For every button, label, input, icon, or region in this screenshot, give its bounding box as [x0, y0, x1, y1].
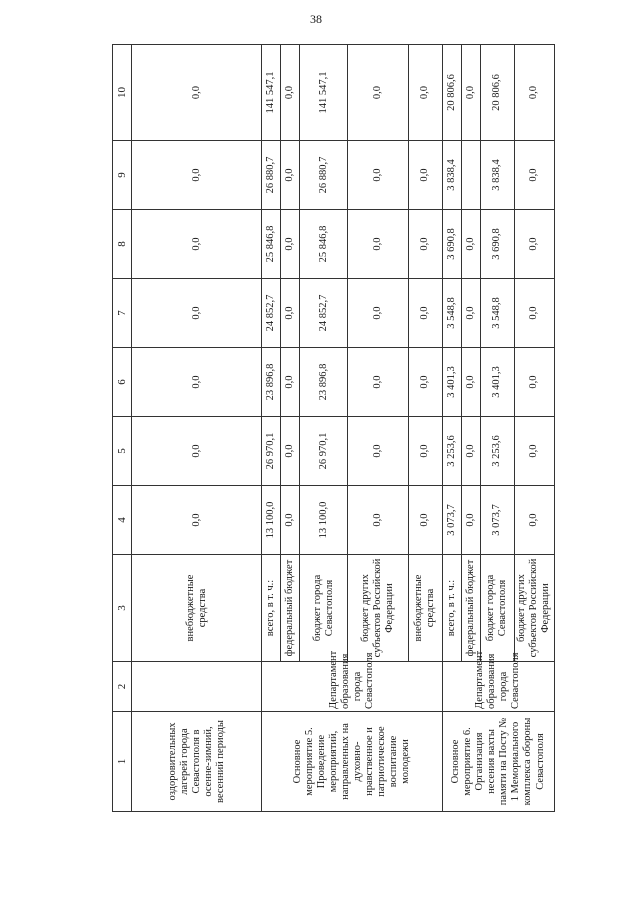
value-cell: 0,0 — [514, 348, 554, 417]
value-cell: 0,0 — [348, 45, 408, 141]
budget-table — [112, 44, 555, 812]
header-cell: 10 — [113, 45, 132, 141]
funding-source: федеральный бюджет — [461, 555, 480, 662]
value-cell: 0,0 — [461, 417, 480, 486]
executor: Департамент образования города Севастополя — [262, 662, 442, 712]
value-cell: 24 852,7 — [262, 279, 281, 348]
value-cell: 23 896,8 — [300, 348, 348, 417]
value-cell: 0,0 — [348, 141, 408, 210]
value-cell: 0,0 — [281, 417, 300, 486]
value-cell: 26 970,1 — [300, 417, 348, 486]
value-cell: 3 838,4 — [480, 141, 514, 210]
executor — [132, 662, 262, 712]
value-cell: 0,0 — [281, 210, 300, 279]
value-cell: 0,0 — [461, 486, 480, 555]
value-cell: 0,0 — [514, 417, 554, 486]
header-cell: 4 — [113, 486, 132, 555]
value-cell: 3 548,8 — [442, 279, 461, 348]
measure-name: Основное мероприятие 6. Организация несения вахты памяти на Посту № 1 Мемориального комплекса обороны Севастополя — [442, 712, 554, 812]
funding-source: бюджет других субъектов Российской Федерации — [348, 555, 408, 662]
value-cell: 3 073,7 — [480, 486, 514, 555]
value-cell: 0,0 — [348, 417, 408, 486]
value-cell: 0,0 — [348, 279, 408, 348]
table-row — [132, 45, 262, 812]
funding-source: бюджет города Севастополя — [480, 555, 514, 662]
value-cell: 0,0 — [461, 279, 480, 348]
value-cell: 141 547,1 — [262, 45, 281, 141]
header-cell: 5 — [113, 417, 132, 486]
value-cell: 3 690,8 — [480, 210, 514, 279]
value-cell: 3 253,6 — [442, 417, 461, 486]
value-cell: 23 896,8 — [262, 348, 281, 417]
value-cell: 3 690,8 — [442, 210, 461, 279]
measure-name: Основное мероприятие 5. Проведение мероприятий, направленных на духовно-нравственное и патриотическое воспитание молодежи — [262, 712, 442, 812]
value-cell: 26 970,1 — [262, 417, 281, 486]
value-cell: 26 880,7 — [300, 141, 348, 210]
value-cell: 0,0 — [132, 45, 262, 141]
value-cell: 0,0 — [281, 141, 300, 210]
rotated-table-container — [112, 45, 555, 812]
value-cell: 0,0 — [132, 348, 262, 417]
header-cell: 1 — [113, 712, 132, 812]
funding-source: всего, в т. ч.: — [442, 555, 461, 662]
value-cell: 0,0 — [132, 279, 262, 348]
header-cell: 6 — [113, 348, 132, 417]
value-cell: 0,0 — [514, 210, 554, 279]
value-cell: 3 548,8 — [480, 279, 514, 348]
value-cell: 24 852,7 — [300, 279, 348, 348]
value-cell: 0,0 — [132, 210, 262, 279]
value-cell: 0,0 — [408, 486, 442, 555]
value-cell: 20 806,6 — [442, 45, 461, 141]
value-cell: 3 073,7 — [442, 486, 461, 555]
funding-source: федеральный бюджет — [281, 555, 300, 662]
value-cell: 0,0 — [132, 486, 262, 555]
funding-source: всего, в т. ч.: — [262, 555, 281, 662]
value-cell: 0,0 — [348, 486, 408, 555]
value-cell: 3 401,3 — [480, 348, 514, 417]
value-cell: 25 846,8 — [300, 210, 348, 279]
value-cell: 13 100,0 — [300, 486, 348, 555]
header-cell: 3 — [113, 555, 132, 662]
value-cell: 0,0 — [408, 417, 442, 486]
value-cell: 0,0 — [461, 45, 480, 141]
funding-source: внебюджетные средства — [132, 555, 262, 662]
header-cell: 2 — [113, 662, 132, 712]
funding-source: бюджет города Севастополя — [300, 555, 348, 662]
table-row — [442, 45, 461, 812]
value-cell: 0,0 — [514, 279, 554, 348]
funding-source: внебюджетные средства — [408, 555, 442, 662]
value-cell: 0,0 — [408, 45, 442, 141]
value-cell: 0,0 — [132, 417, 262, 486]
value-cell: 0,0 — [514, 45, 554, 141]
measure-name: оздоровительных лагерей города Севастополя в осенне-зимний, весенний периоды — [132, 712, 262, 812]
value-cell: 0,0 — [408, 210, 442, 279]
value-cell: 0,0 — [461, 210, 480, 279]
value-cell: 0,0 — [281, 348, 300, 417]
value-cell: 0,0 — [514, 486, 554, 555]
header-cell: 7 — [113, 279, 132, 348]
value-cell: 0,0 — [461, 348, 480, 417]
value-cell: 0,0 — [348, 210, 408, 279]
value-cell: 3 838,4 — [442, 141, 461, 210]
value-cell: 3 401,3 — [442, 348, 461, 417]
value-cell: 0,0 — [408, 348, 442, 417]
value-cell: 3 253,6 — [480, 417, 514, 486]
value-cell: 0,0 — [514, 141, 554, 210]
value-cell: 13 100,0 — [262, 486, 281, 555]
table-row — [262, 45, 281, 812]
header-row — [113, 45, 132, 812]
value-cell: 141 547,1 — [300, 45, 348, 141]
value-cell: 25 846,8 — [262, 210, 281, 279]
value-cell: 0,0 — [281, 486, 300, 555]
header-cell: 9 — [113, 141, 132, 210]
value-cell: 0,0 — [408, 141, 442, 210]
page-number: 38 — [310, 12, 322, 26]
funding-source: бюджет других субъектов Российской Федерации — [514, 555, 554, 662]
value-cell: 26 880,7 — [262, 141, 281, 210]
value-cell: 0,0 — [348, 348, 408, 417]
value-cell — [461, 141, 480, 210]
value-cell: 0,0 — [281, 279, 300, 348]
value-cell: 20 806,6 — [480, 45, 514, 141]
value-cell: 0,0 — [281, 45, 300, 141]
header-cell: 8 — [113, 210, 132, 279]
value-cell: 0,0 — [408, 279, 442, 348]
executor: Департамент образования города Севастополя — [442, 662, 554, 712]
value-cell: 0,0 — [132, 141, 262, 210]
